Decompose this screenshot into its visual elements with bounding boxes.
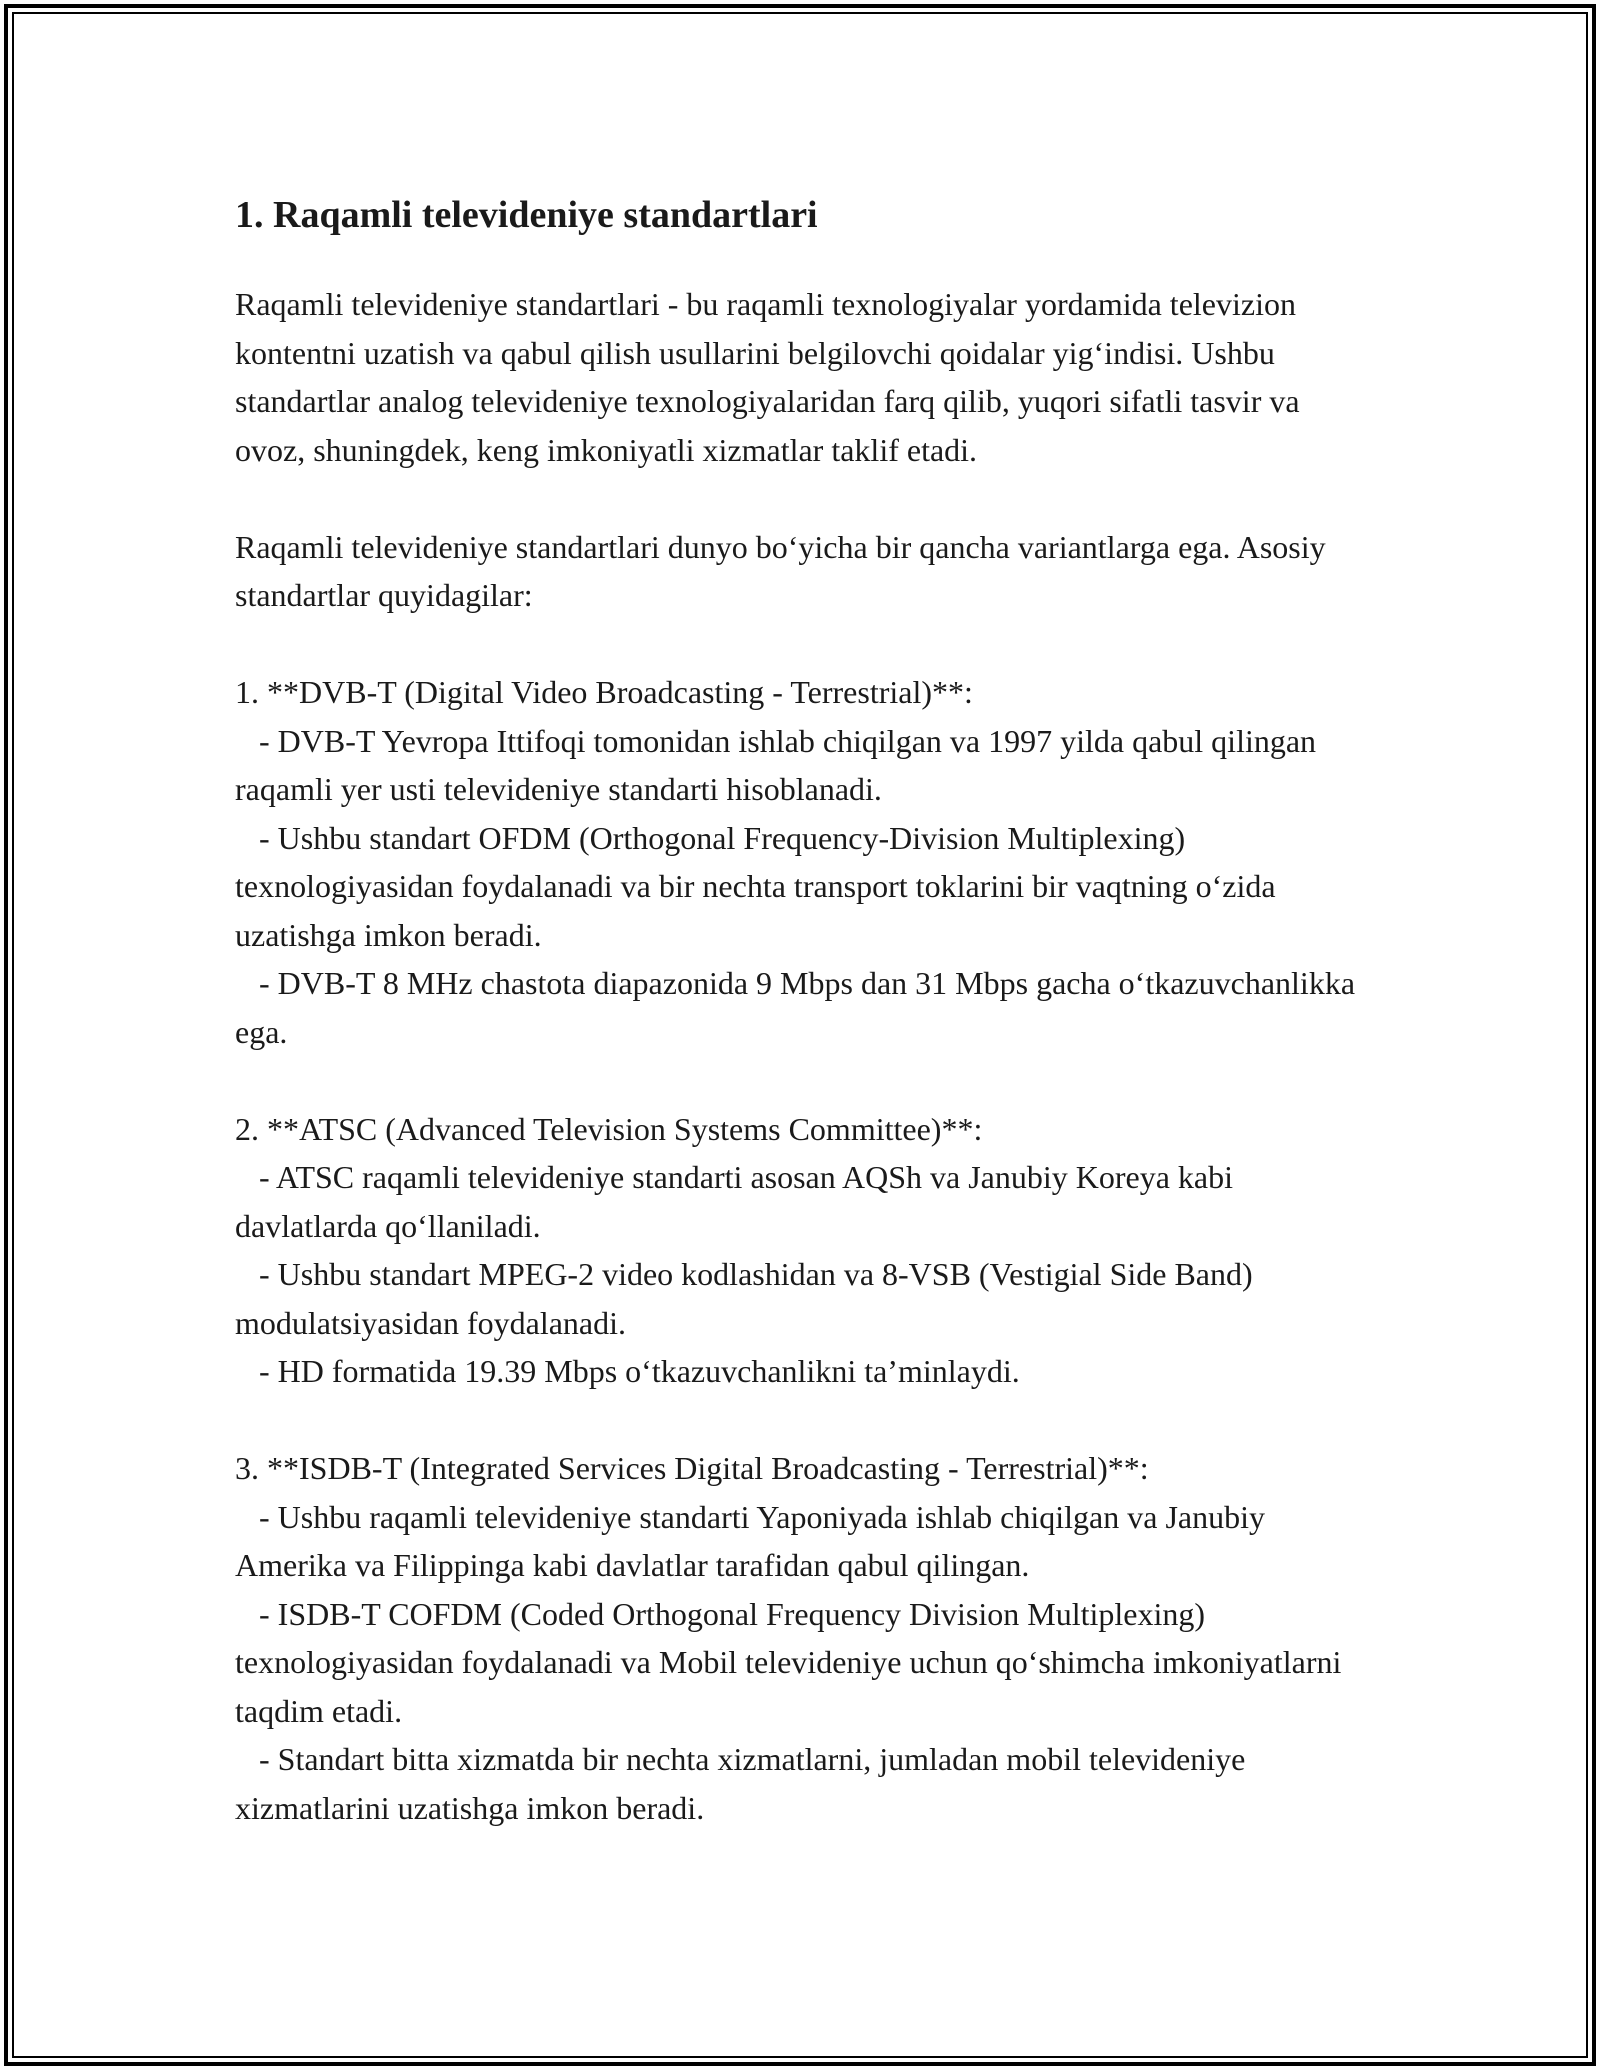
intro-paragraph-1: Raqamli televideniye standartlari - bu raqamli texnologiyalar yordamida televizion kontentni uzatish va qabul qilish usullarini belgilovchi qoidalar yig‘indisi. Ushbu standartlar analog televideniye texnologiyalaridan farq qilib, yuqori sifatli tasvir va ovoz, shuningdek, keng imkoniyatli xizmatlar taklif etadi. bbox=[235, 286, 1300, 468]
standard-point: - DVB-T 8 MHz chastota diapazonida 9 Mbps dan 31 Mbps gacha o‘tkazuvchanlikka ega. bbox=[235, 965, 1356, 1050]
standard-point: - Ushbu standart OFDM (Orthogonal Frequency-Division Multiplexing) texnologiyasidan foydalanadi va bir nechta transport toklarini bir vaqtning o‘zida uzatishga imkon beradi. bbox=[235, 819, 1276, 953]
standard-heading: 1. **DVB-T (Digital Video Broadcasting - Terrestrial)**: bbox=[235, 674, 973, 710]
standard-point: - ISDB-T COFDM (Coded Orthogonal Frequency Division Multiplexing) texnologiyasidan foydalanadi va Mobil televideniye uchun qo‘shimcha imkoniyatlarni taqdim etadi. bbox=[235, 1595, 1342, 1729]
standard-dvb-t bbox=[235, 668, 1365, 1056]
standard-atsc bbox=[235, 1105, 1365, 1396]
standard-heading: 2. **ATSC (Advanced Television Systems Committee)**: bbox=[235, 1110, 983, 1147]
standard-point: - Standart bitta xizmatda bir nechta xizmatlarni, jumladan mobil televideniye xizmatlarini uzatishga imkon beradi. bbox=[235, 1741, 1246, 1826]
document-body bbox=[235, 180, 1365, 1881]
standard-isdb-t bbox=[235, 1444, 1365, 1832]
standard-point: - ATSC raqamli televideniye standarti asosan AQSh va Janubiy Koreya kabi davlatlarda qo‘llaniladi. bbox=[235, 1159, 1234, 1244]
standard-heading: 3. **ISDB-T (Integrated Services Digital Broadcasting - Terrestrial)**: bbox=[235, 1450, 1149, 1486]
intro-paragraph-2: Raqamli televideniye standartlari dunyo bo‘yicha bir qancha variantlarga ega. Asosiy standartlar quyidagilar: bbox=[235, 528, 1326, 613]
standard-point: - Ushbu raqamli televideniye standarti Yaponiyada ishlab chiqilgan va Janubiy Amerika va Filippinga kabi davlatlar tarafidan qabul qilingan. bbox=[235, 1498, 1265, 1583]
standard-point: - Ushbu standart MPEG-2 video kodlashidan va 8-VSB (Vestigial Side Band) modulatsiyasidan foydalanadi. bbox=[235, 1256, 1253, 1341]
standard-point: - DVB-T Yevropa Ittifoqi tomonidan ishlab chiqilgan va 1997 yilda qabul qilingan raqamli yer usti televideniye standarti hisoblanadi. bbox=[235, 722, 1317, 807]
section-title: 1. Raqamli televideniye standartlari bbox=[235, 194, 818, 236]
standard-point: - HD formatida 19.39 Mbps o‘tkazuvchanlikni ta’minlaydi. bbox=[259, 1353, 1020, 1389]
